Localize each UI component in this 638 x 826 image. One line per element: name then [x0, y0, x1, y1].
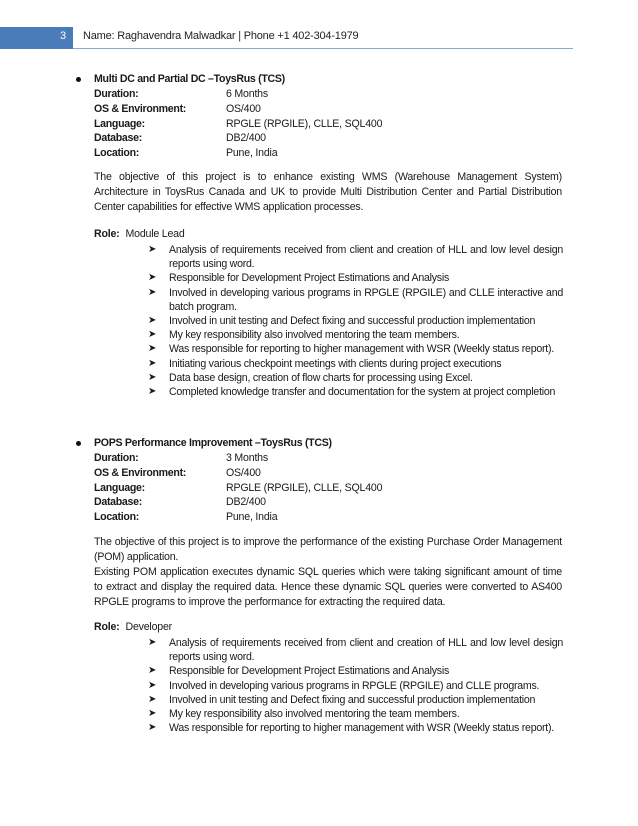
list-item: ➤ Completed knowledge transfer and documentation for the system at project completion	[148, 386, 556, 399]
header-contact-line: Name: Raghavendra Malwadkar | Phone +1 402-304-1979	[83, 30, 359, 42]
detail-value: OS/400	[226, 103, 261, 115]
bullet-icon	[76, 441, 81, 446]
detail-value: Pune, India	[226, 511, 278, 523]
arrow-bullet-icon: ➤	[148, 665, 157, 677]
arrow-bullet-icon: ➤	[148, 679, 157, 691]
arrow-bullet-icon: ➤	[148, 357, 157, 369]
detail-value: RPGLE (RPGILE), CLLE, SQL400	[226, 482, 383, 494]
detail-value: RPGLE (RPGILE), CLLE, SQL400	[226, 118, 383, 130]
arrow-bullet-icon: ➤	[148, 637, 157, 648]
list-item: ➤ Involved in unit testing and Defect fixing and successful production implementation	[148, 693, 536, 706]
detail-label: Language:	[94, 118, 145, 130]
list-item: ➤ Was responsible for reporting to higher management with WSR (Weekly status report).	[148, 722, 554, 735]
arrow-bullet-icon: ➤	[148, 708, 157, 720]
arrow-bullet-icon: ➤	[148, 693, 157, 705]
list-item: ➤ Analysis of requirements received from client and creation of HLL and low level design reports using word.	[148, 637, 563, 664]
list-item: ➤ Data base design, creation of flow charts for processing using Excel.	[148, 371, 473, 384]
detail-value: DB2/400	[226, 496, 266, 508]
detail-label: Database:	[94, 496, 142, 508]
role-value: Developer	[125, 621, 172, 633]
header-divider	[73, 48, 573, 49]
arrow-bullet-icon: ➤	[148, 286, 157, 298]
project-description: The objective of this project is to enhance existing WMS (Warehouse Management System) Architecture in ToysRus Canada and UK to provide Multi Distribution Center and Partial Distribution Center capabilities for effective WMS application processes.	[94, 171, 562, 213]
list-item: ➤ Involved in developing various programs in RPGLE (RPGILE) and CLLE interactive and batch program.	[148, 286, 563, 313]
detail-label: Duration:	[94, 452, 139, 464]
arrow-bullet-icon: ➤	[148, 329, 157, 341]
list-item: ➤ Involved in unit testing and Defect fixing and successful production implementation	[148, 315, 536, 328]
detail-label: Location:	[94, 147, 139, 159]
arrow-bullet-icon: ➤	[148, 315, 157, 327]
arrow-bullet-icon: ➤	[148, 371, 157, 383]
project-title: Multi DC and Partial DC –ToysRus (TCS)	[94, 73, 285, 85]
detail-value: OS/400	[226, 467, 261, 479]
list-item: ➤ My key responsibility also involved mentoring the team members.	[148, 708, 460, 721]
role-line	[94, 228, 185, 240]
arrow-bullet-icon: ➤	[148, 386, 157, 398]
list-item: ➤ Involved in developing various programs in RPGLE (RPGILE) and CLLE programs.	[148, 679, 540, 692]
bullet-icon	[76, 77, 81, 82]
role-line	[94, 621, 172, 633]
description-paragraph: Existing POM application executes dynamic SQL queries which were taking significant amount of time to extract and display the required data. Hence these dynamic SQL queries were converted to AS400 RPGLE programs to improve the performance for extracting the required data.	[94, 566, 562, 608]
project-description	[94, 535, 562, 610]
detail-label: OS & Environment:	[94, 103, 187, 115]
list-item: ➤ Initiating various checkpoint meetings with clients during project executions	[148, 357, 502, 370]
role-value: Module Lead	[125, 228, 185, 240]
detail-value: Pune, India	[226, 147, 278, 159]
page-number: 3	[59, 30, 67, 42]
description-paragraph: The objective of this project is to improve the performance of the existing Purchase Order Management (POM) application.	[94, 536, 562, 563]
list-item: ➤ My key responsibility also involved mentoring the team members.	[148, 329, 460, 342]
detail-label: Location:	[94, 511, 139, 523]
detail-label: Language:	[94, 482, 145, 494]
detail-label: OS & Environment:	[94, 467, 187, 479]
list-item: ➤ Responsible for Development Project Estimations and Analysis	[148, 665, 450, 678]
role-label: Role:	[94, 621, 120, 633]
responsibility-list	[148, 636, 563, 735]
detail-value: 6 Months	[226, 88, 268, 100]
responsibility-list	[148, 243, 563, 399]
detail-label: Database:	[94, 132, 142, 144]
project-title: POPS Performance Improvement –ToysRus (TCS)	[94, 437, 332, 449]
arrow-bullet-icon: ➤	[148, 722, 157, 734]
detail-value: DB2/400	[226, 132, 266, 144]
detail-value: 3 Months	[226, 452, 268, 464]
arrow-bullet-icon: ➤	[148, 343, 157, 355]
arrow-bullet-icon: ➤	[148, 272, 157, 284]
list-item: ➤ Analysis of requirements received from client and creation of HLL and low level design reports using word.	[148, 244, 563, 271]
role-label: Role:	[94, 228, 120, 240]
detail-label: Duration:	[94, 88, 139, 100]
arrow-bullet-icon: ➤	[148, 244, 157, 255]
list-item: ➤ Was responsible for reporting to higher management with WSR (Weekly status report).	[148, 343, 554, 356]
list-item: ➤ Responsible for Development Project Estimations and Analysis	[148, 272, 450, 285]
